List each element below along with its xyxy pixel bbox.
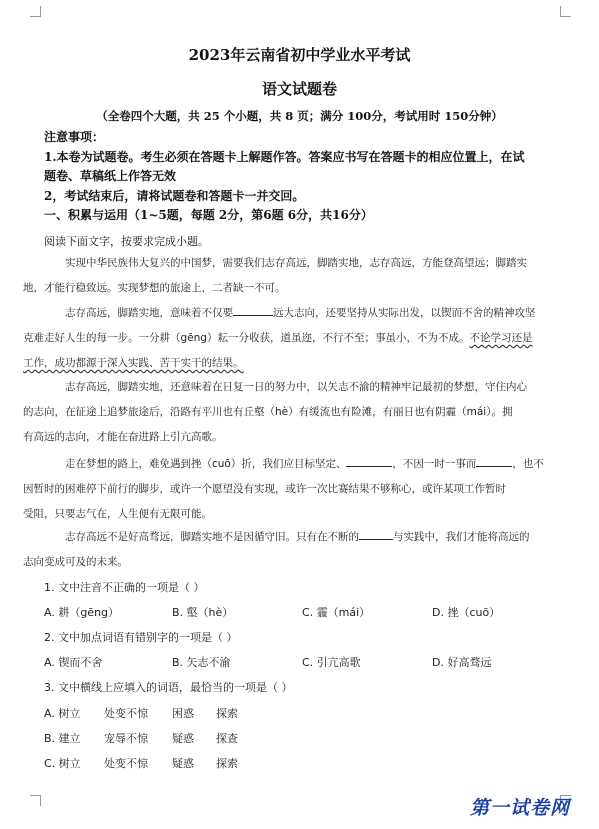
blank-1 (233, 304, 273, 316)
q2-option-c[interactable]: C. 引亢高歌 (302, 656, 361, 669)
faulty-sentence: 工作，成功都源于深入实践、苦干实干的结果。 (23, 357, 244, 369)
blank-3 (476, 455, 512, 467)
blank-2 (346, 455, 392, 467)
notes-line-1b: 题卷、草稿纸上作答无效 (44, 169, 177, 183)
passage-paragraph-2: 志存高远，脚踏实地，意味着不仅要 远大志向，还要坚持从实际出发，以锲而不舍的精神攻坚 克难走好人生的每一步。一分耕（gēng）耘一分收获，道虽迩，不行不至；事虽小，不为不成。不论学习还是 工作，成功都源于深入实践、苦干实干的结果。 (44, 301, 564, 376)
q1-option-c[interactable]: C. 霾（mái） (302, 606, 371, 619)
q1-option-d[interactable]: D. 挫（cuō） (432, 606, 501, 619)
watermark-logo: 第一试卷网 (470, 797, 571, 819)
notes-heading: 注意事项： (44, 130, 105, 144)
q1-option-a[interactable]: A. 耕（gēng） (44, 606, 120, 619)
notes-line-1a: 1.本卷为试题卷。考生必须在答题卡上解题作答。答案应书写在答题卡的相应位置上，在试 (44, 150, 525, 164)
passage-paragraph-1: 实现中华民族伟大复兴的中国梦，需要我们志存高远，脚踏实地，志存高远，方能登高望远；脚踏实 地，才能行稳致远。实现梦想的旅途上，二者缺一不可。 (23, 257, 527, 294)
q2-option-b[interactable]: B. 矢志不渝 (172, 656, 231, 669)
exam-subtitle: 语文试题卷 (261, 80, 337, 98)
q2-option-a[interactable]: A. 锲而不舍 (44, 656, 103, 669)
question-1-stem: 1. 文中注音不正确的一项是（ ） (44, 581, 205, 594)
question-2-stem: 2. 文中加点词语有错别字的一项是（ ） (44, 631, 238, 644)
exam-title: 2023年云南省初中学业水平考试 (188, 46, 411, 64)
question-3-stem: 3. 文中横线上应填入的词语，最恰当的一项是（ ） (44, 681, 293, 694)
q2-option-d[interactable]: D. 好高骛远 (432, 656, 492, 669)
crop-mark-bottom-left (30, 795, 41, 806)
crop-mark-top-right (560, 6, 571, 17)
exam-info: （全卷四个大题，共 25 个小题，共 8 页；满分 100分，考试用时 150分钟） (96, 109, 503, 123)
reading-instruction: 阅读下面文字，按要求完成小题。 (44, 235, 209, 248)
blank-4 (359, 528, 393, 540)
crop-mark-top-left (30, 6, 41, 17)
passage-paragraph-3: 志存高远，脚踏实地，还意味着在日复一日的努力中，以矢志不渝的精神牢记最初的梦想，守住内心 的志向，在征途上追梦旅途后，沿路有平川也有丘壑（hè）有缓流也有险滩，有丽日也有阴霾（mái）。拥 有高远的志向，才能在奋进路上引亢高歌。 (23, 381, 527, 443)
section-heading: 一、积累与运用（1~5题，每题 2分，第6题 6分，共16分） (44, 208, 373, 222)
notes-line-2: 2，考试结束后，请将试题卷和答题卡一并交回。 (44, 189, 305, 203)
q1-option-b[interactable]: B. 壑（hè） (172, 606, 234, 619)
passage-paragraph-5: 志存高远不是好高骛远，脚踏实地不是因循守旧。只有在不断的 与实践中，我们才能将高远的 志向变成可及的未来。 (44, 525, 564, 575)
passage-paragraph-4: 走在梦想的路上，难免遇到挫（cuō）折，我们应目标坚定、 ，不因一时一事而 ，也不 因暂时的困难停下前行的脚步，或许一个愿望没有实现，或许一次比赛结果不够称心，或许某项工作暂时 受阻，只要志气在，人生便有无限可能。 (44, 452, 564, 527)
